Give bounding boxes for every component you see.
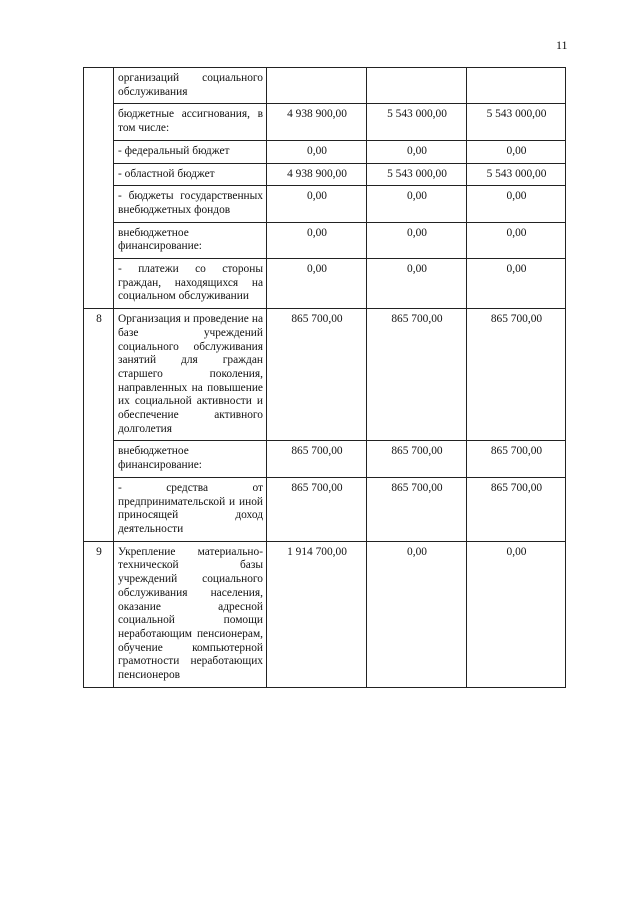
value-cell: 865 700,00 [267,477,367,541]
table-row [84,477,566,541]
value-cell: 5 543 000,00 [367,104,467,140]
value-cell: 5 543 000,00 [467,104,566,140]
row-description: - федеральный бюджет [114,140,267,163]
value-cell: 865 700,00 [367,477,467,541]
table-row [84,222,566,258]
row-description: Укрепление материально-технической базы учреждений социального обслуживания населения, оказание адресной социальной помощи неработающим пенсионерам, обучение компьютерной грамотности неработающих пенсионеров [114,541,267,687]
table-row [84,104,566,140]
value-cell: 4 938 900,00 [267,104,367,140]
table-row [84,140,566,163]
value-cell: 865 700,00 [467,477,566,541]
value-cell [467,68,566,104]
page-number: 11 [556,38,568,52]
value-cell [267,68,367,104]
value-cell: 0,00 [367,541,467,687]
table-row [84,68,566,104]
value-cell [367,68,467,104]
row-description: бюджетные ассигнования, в том числе: [114,104,267,140]
table-row [84,259,566,309]
value-cell: 0,00 [467,541,566,687]
value-cell: 0,00 [367,186,467,222]
value-cell: 0,00 [467,259,566,309]
value-cell: 4 938 900,00 [267,163,367,186]
value-cell: 0,00 [467,140,566,163]
budget-table [83,67,566,688]
value-cell: 1 914 700,00 [267,541,367,687]
value-cell: 865 700,00 [467,309,566,441]
value-cell: 0,00 [267,222,367,258]
value-cell: 865 700,00 [367,441,467,477]
row-number: 8 [84,309,114,542]
row-description: внебюджетное финансирование: [114,441,267,477]
row-description: внебюджетное финансирование: [114,222,267,258]
row-description: - бюджеты государственных внебюджетных фондов [114,186,267,222]
value-cell: 865 700,00 [467,441,566,477]
table-row [84,541,566,687]
value-cell: 0,00 [367,222,467,258]
row-description: организаций социального обслуживания [114,68,267,104]
value-cell: 0,00 [267,259,367,309]
row-description: - областной бюджет [114,163,267,186]
value-cell: 0,00 [467,186,566,222]
value-cell: 0,00 [367,140,467,163]
value-cell: 865 700,00 [267,441,367,477]
value-cell: 0,00 [367,259,467,309]
value-cell: 865 700,00 [267,309,367,441]
table-row [84,309,566,441]
row-description: Организация и проведение на базе учреждений социального обслуживания занятий для граждан старшего поколения, направленных на повышение их социальной активности и обеспечение активного долголетия [114,309,267,441]
table-row [84,163,566,186]
value-cell: 5 543 000,00 [367,163,467,186]
table-row [84,186,566,222]
value-cell: 865 700,00 [367,309,467,441]
row-description: - платежи со стороны граждан, находящихся на социальном обслуживании [114,259,267,309]
row-description: - средства от предпринимательской и иной приносящей доход деятельности [114,477,267,541]
value-cell: 5 543 000,00 [467,163,566,186]
value-cell: 0,00 [267,186,367,222]
row-number [84,68,114,309]
table-row [84,441,566,477]
row-number: 9 [84,541,114,687]
value-cell: 0,00 [467,222,566,258]
value-cell: 0,00 [267,140,367,163]
